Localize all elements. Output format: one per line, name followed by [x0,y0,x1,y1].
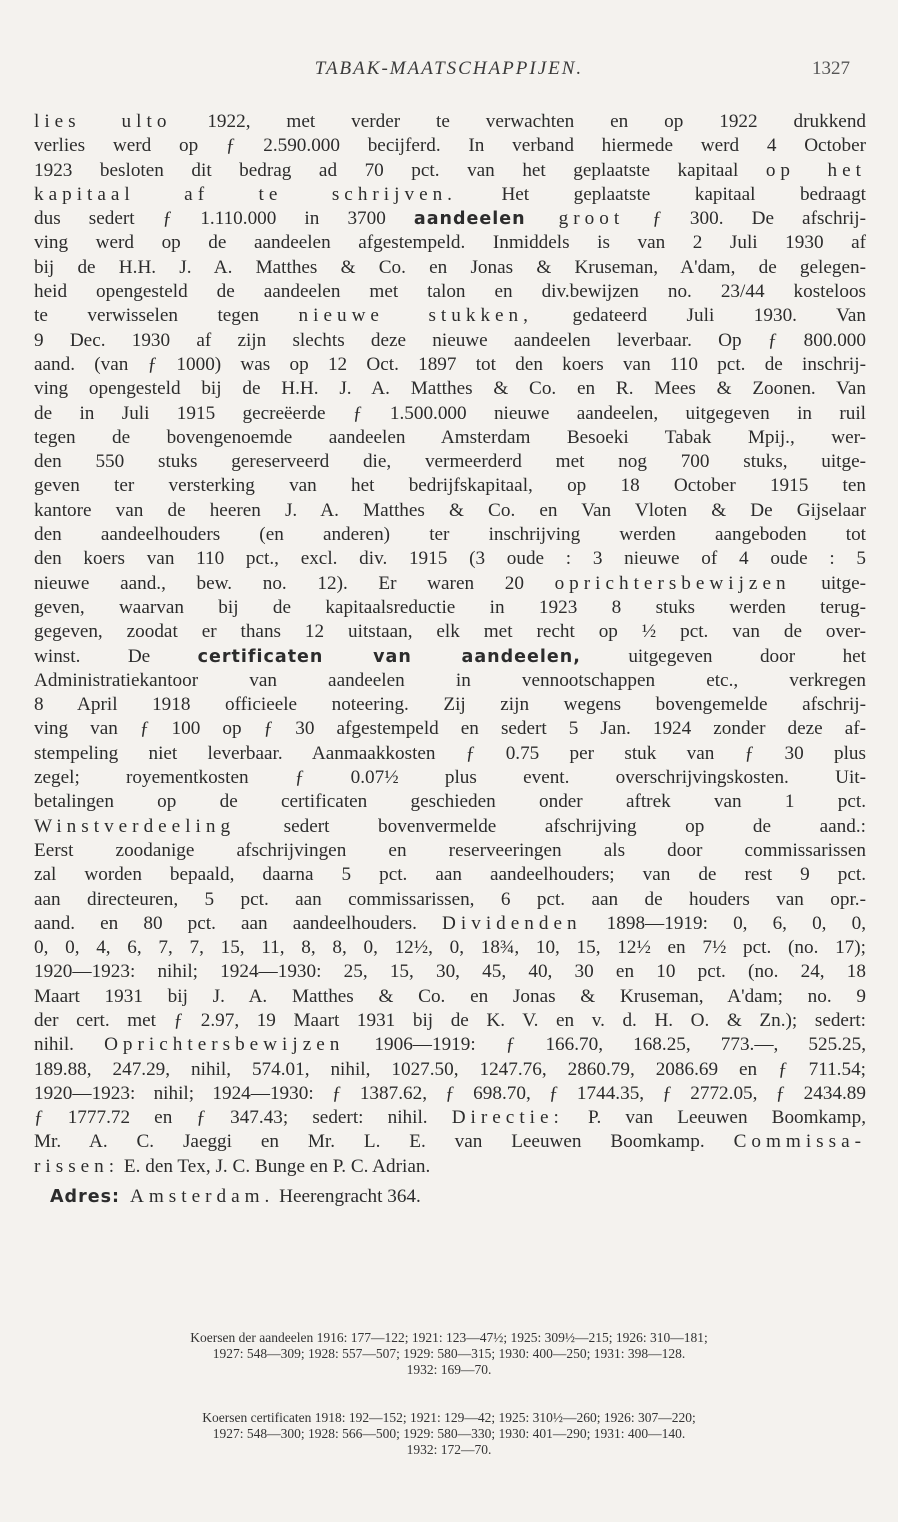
koersen-line: Koersen certificaten 1918: 192—152; 1921: 129—42; 1925: 310½—260; 1926: 307—220; [202,1410,696,1425]
text-line: rissen: E. den Tex, J. C. Bunge en P. C. Adrian. [34,1155,431,1177]
text-line: betalingen op de certificaten geschieden onder aftrek van 1 pct. [34,791,866,813]
text-line: aan directeuren, 5 pct. aan commissarissen, 6 pct. aan de houders van opr.- [34,888,866,910]
emphasis-aandeelen: aandeelen [413,209,526,230]
text-line: 0, 0, 4, 6, 7, 7, 15, 11, 8, 8, 0, 12½, 0, 18¾, 10, 15, 12½ en 7½ pct. (no. 17); [34,937,866,959]
text-line: 1923 besloten dit bedrag ad 70 pct. van het geplaatste kapitaal op het [34,159,866,181]
running-title: TABAK-MAATSCHAPPIJEN. [314,58,584,79]
address-line [34,1185,866,1209]
text-line: 189.88, 247.29, nihil, 574.01, nihil, 1027.50, 1247.76, 2860.79, 2086.69 en ƒ 711.54; [34,1058,866,1080]
text-line: Eerst zoodanige afschrijvingen en reserveeringen als door commissarissen [34,839,866,861]
emphasis-certificaten: certificaten van aandeelen, [197,646,581,667]
text-line: tegen de bovengenoemde aandeelen Amsterdam Besoeki Tabak Mpij., wer- [34,426,866,448]
text-line: Administratiekantoor van aandeelen in vennootschappen etc., verkregen [34,669,866,691]
text-line: zal worden bepaald, daarna 5 pct. aan aandeelhouders; van de rest 9 pct. [34,864,866,886]
article-body [34,110,866,1209]
address-label: Adres: [50,1187,120,1208]
text-line: aand. en 80 pct. aan aandeelhouders. Dividenden 1898—1919: 0, 6, 0, 0, [34,912,866,934]
text-line: kantore van de heeren J. A. Matthes & Co. en Van Vloten & De Gijselaar [34,499,866,521]
text-line: winst. De certificaten van aandeelen, uitgegeven door het [34,645,866,667]
koersen-line: 1927: 548—309; 1928: 557—507; 1929: 580—315; 1930: 400—250; 1931: 398—128. [212,1346,686,1361]
text-line: lies ulto 1922, met verder te verwachten en op 1922 drukkend [34,111,866,132]
page-header [0,58,898,88]
koersen-line: 1932: 169—70. [406,1362,492,1377]
text-line: den aandeelhouders (en anderen) ter inschrijving werden aangeboden tot [34,524,866,546]
koersen-certificaten-block [0,1410,898,1458]
koersen-aandeelen-block [0,1330,898,1378]
text-line: nihil. Oprichtersbewijzen 1906—1919: ƒ 166.70, 168.25, 773.—, 525.25, [34,1034,866,1056]
text-line: den 550 stuks gereserveerd die, vermeerderd met nog 700 stuks, uitge- [34,451,866,473]
text-line: der cert. met ƒ 2.97, 19 Maart 1931 bij de K. V. en v. d. H. O. & Zn.); sedert: [34,1009,866,1031]
text-line: dus sedert ƒ 1.110.000 in 3700 aandeelen groot ƒ 300. De afschrij- [34,208,866,230]
text-line: kapitaal af te schrijven. Het geplaatste kapitaal bedraagt [34,183,866,205]
text-line: zegel; royementkosten ƒ 0.07½ plus event. overschrijvingskosten. Uit- [34,767,866,789]
text-line: ving opengesteld bij de H.H. J. A. Matthes & Co. en R. Mees & Zoonen. Van [34,378,866,400]
koersen-line: Koersen der aandeelen 1916: 177—122; 1921: 123—47½; 1925: 309½—215; 1926: 310—181; [190,1330,708,1345]
text-line: gegeven, zoodat er thans 12 uitstaan, elk met recht op ½ pct. van de over- [34,621,866,643]
text-line: aand. (van ƒ 1000) was op 12 Oct. 1897 tot den koers van 110 pct. de inschrij- [34,353,866,375]
text-line: nieuwe aand., bew. no. 12). Er waren 20 oprichtersbewijzen uitge- [34,572,866,594]
text-line: Winstverdeeling sedert bovenvermelde afschrijving op de aand.: [34,815,866,837]
text-line: den koers van 110 pct., excl. div. 1915 (3 oude : 3 nieuwe of 4 oude : 5 [34,548,866,570]
text-line: 8 April 1918 officieele noteering. Zij zijn wegens bovengemelde afschrij- [34,694,866,716]
text-line: geven ter versterking van het bedrijfskapitaal, op 18 October 1915 ten [34,475,866,497]
text-line: Maart 1931 bij J. A. Matthes & Co. en Jonas & Kruseman, A'dam; no. 9 [34,985,866,1007]
text-line: 1920—1923: nihil; 1924—1930: 25, 15, 30, 45, 40, 30 en 10 pct. (no. 24, 18 [34,961,866,983]
text-line: Mr. A. C. Jaeggi en Mr. L. E. van Leeuwen Boomkamp. Commissa- [34,1131,866,1153]
text-line: te verwisselen tegen nieuwe stukken, gedateerd Juli 1930. Van [34,305,866,327]
text-line: ƒ 1777.72 en ƒ 347.43; sedert: nihil. Directie: P. van Leeuwen Boomkamp, [34,1107,866,1129]
text-line: verlies werd op ƒ 2.590.000 becijferd. In verband hiermede werd 4 October [34,135,866,157]
koersen-line: 1927: 548—300; 1928: 566—500; 1929: 580—330; 1930: 401—290; 1931: 400—140. [212,1426,686,1441]
text-line: geven, waarvan bij de kapitaalsreductie in 1923 8 stuks werden terug- [34,596,866,618]
text-line: de in Juli 1915 gecreëerde ƒ 1.500.000 nieuwe aandeelen, uitgegeven in ruil [34,402,866,424]
text-line: bij de H.H. J. A. Matthes & Co. en Jonas & Kruseman, A'dam, de gelegen- [34,256,866,278]
koersen-line: 1932: 172—70. [406,1442,492,1457]
text-line: ving van ƒ 100 op ƒ 30 afgestempeld en sedert 5 Jan. 1924 zonder deze af- [34,718,866,740]
text-line: ving werd op de aandeelen afgestempeld. Inmiddels is van 2 Juli 1930 af [34,232,866,254]
text-line: 1920—1923: nihil; 1924—1930: ƒ 1387.62, ƒ 698.70, ƒ 1744.35, ƒ 2772.05, ƒ 2434.89 [34,1082,866,1104]
page-number: 1327 [812,58,850,79]
address-city: Amsterdam. [129,1186,275,1208]
address-street: Heerengracht 364. [274,1186,421,1208]
text-line: 9 Dec. 1930 af zijn slechts deze nieuwe aandeelen leverbaar. Op ƒ 800.000 [34,329,866,351]
text-line: stempeling niet leverbaar. Aanmaakkosten ƒ 0.75 per stuk van ƒ 30 plus [34,742,866,764]
text-line: heid opengesteld de aandeelen met talon en div.bewijzen no. 23/44 kosteloos [34,281,866,303]
